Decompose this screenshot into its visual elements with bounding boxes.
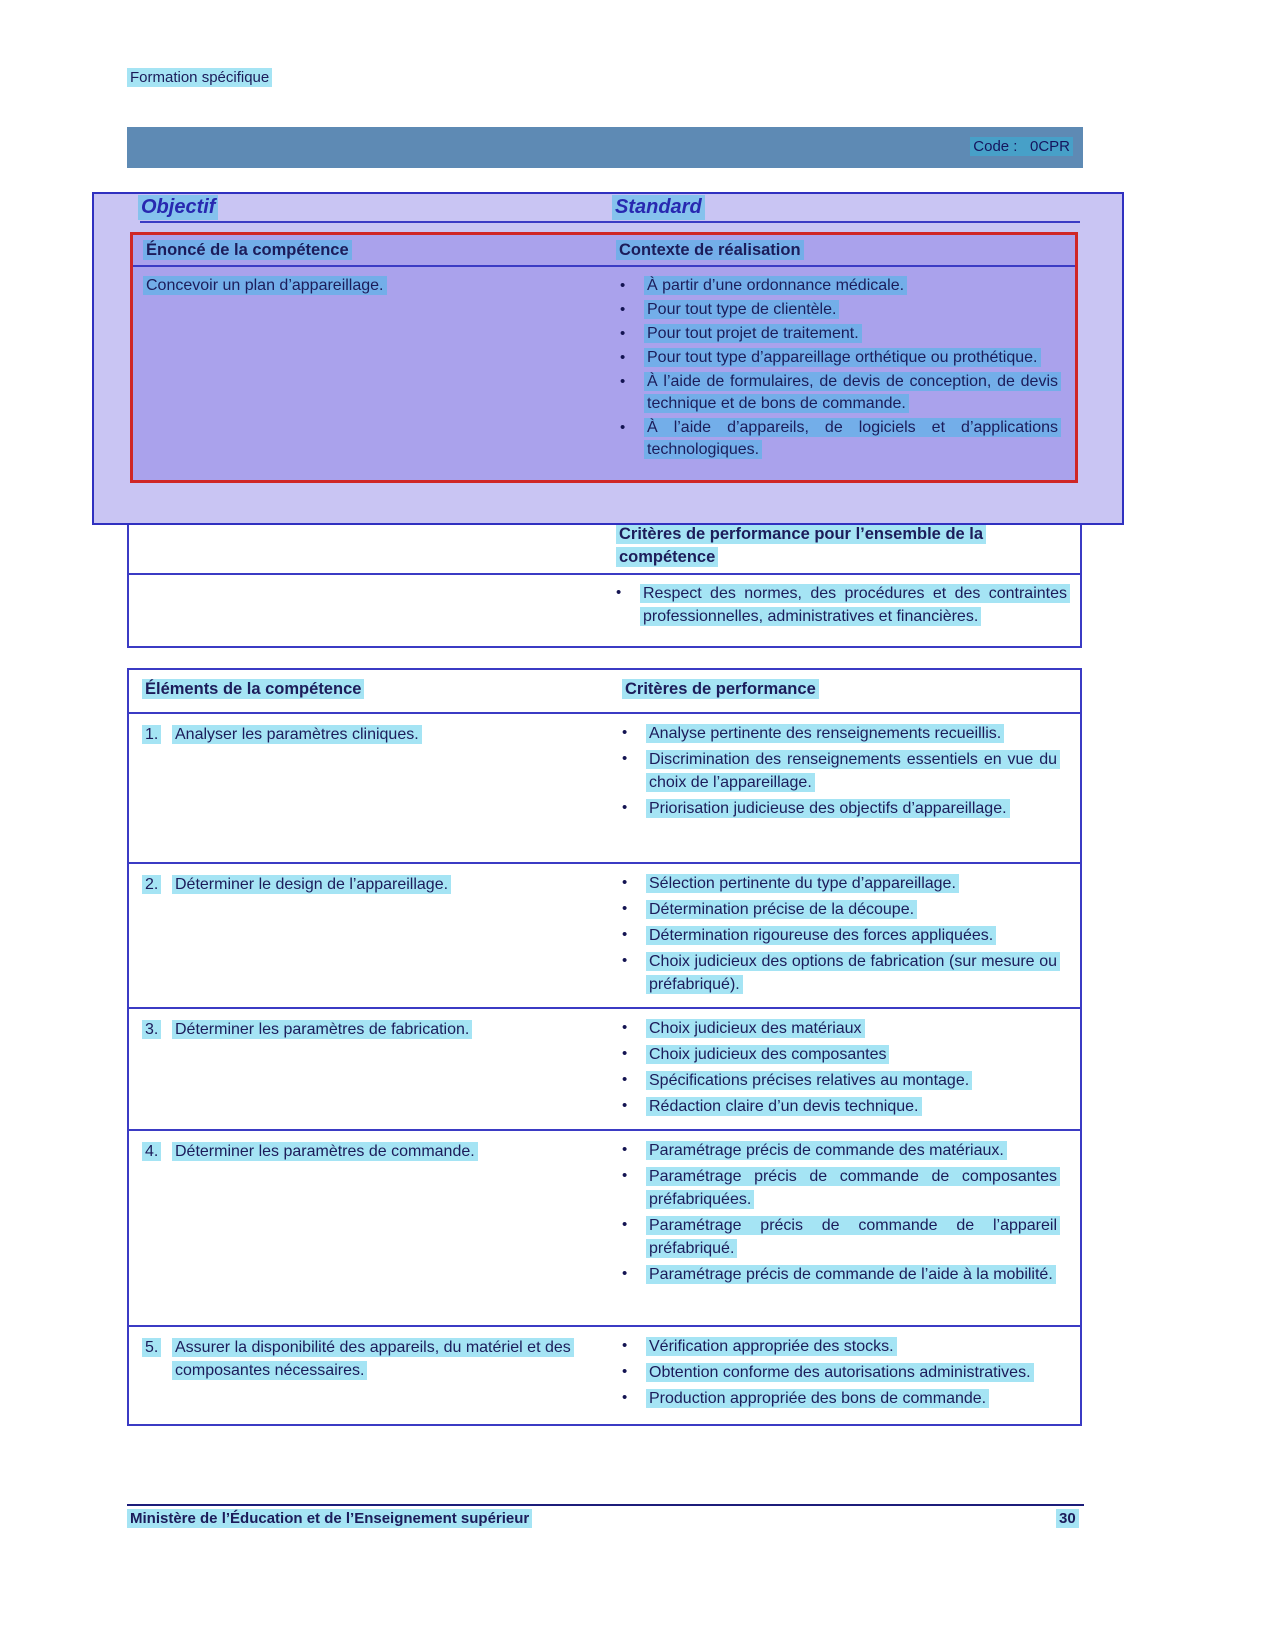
bullet-dot-icon [622, 1335, 646, 1358]
element-label: Déterminer le design de l’appareillage. [172, 875, 451, 894]
criteria-bullet-text: Paramétrage précis de commande de l’appareil préfabriqué. [646, 1216, 1060, 1258]
criteria-bullet-item [622, 1335, 1060, 1358]
criteria-bullet-item [622, 872, 1060, 895]
competence-statement-cell [133, 267, 616, 469]
footer-page-number: 30 [1056, 1509, 1079, 1528]
element-label: Déterminer les paramètres de fabrication. [172, 1020, 472, 1039]
element-number: 4. [142, 1142, 161, 1161]
criteria-bullet-item [622, 1387, 1060, 1410]
element-label: Analyser les paramètres cliniques. [172, 725, 422, 744]
element-number: 2. [142, 875, 161, 894]
criteria-bullet-text: Sélection pertinente du type d’appareillage. [646, 874, 959, 893]
overall-criteria-header-cell [616, 523, 1068, 569]
context-bullet-text: Pour tout type d’appareillage orthétique ou prothétique. [644, 348, 1041, 367]
table-row [129, 712, 1080, 862]
competence-table [130, 232, 1078, 483]
footer-ministry: Ministère de l’Éducation et de l’Enseignement supérieur [127, 1509, 532, 1528]
objectif-heading: Objectif [138, 195, 218, 220]
overall-criteria-bullet-list [616, 582, 1070, 630]
criteria-bullet-item [622, 1095, 1060, 1118]
criteria-bullet-item [622, 924, 1060, 947]
context-bullet-text: À partir d’une ordonnance médicale. [644, 276, 907, 295]
bullet-dot-icon [622, 1165, 646, 1211]
elements-header: Éléments de la compétence [142, 679, 364, 699]
criteria-bullet-item [622, 797, 1060, 820]
section-label: Formation spécifique [127, 68, 272, 87]
element-cell [129, 714, 616, 862]
context-bullet-item [620, 417, 1061, 461]
criteria-bullet-text: Paramétrage précis de commande de composantes préfabriquées. [646, 1167, 1060, 1209]
element-label: Assurer la disponibilité des appareils, du matériel et des composantes nécessaires. [172, 1338, 574, 1380]
criteria-bullet-text: Choix judicieux des matériaux [646, 1019, 865, 1038]
criteria-bullet-text: Obtention conforme des autorisations administratives. [646, 1363, 1034, 1382]
bullet-dot-icon [620, 275, 644, 297]
criteria-bullet-text: Analyse pertinente des renseignements recueillis. [646, 724, 1004, 743]
element-cell [129, 1009, 616, 1129]
bullet-dot-icon [622, 1069, 646, 1092]
bullet-dot-icon [622, 1387, 646, 1410]
context-bullet-item [620, 275, 1061, 297]
bullet-dot-icon [622, 722, 646, 745]
criteria-bullet-text: Priorisation judicieuse des objectifs d’appareillage. [646, 799, 1010, 818]
element-cell [129, 864, 616, 1007]
bullet-dot-icon [622, 950, 646, 996]
competence-table-body [133, 267, 1075, 469]
competence-table-header [133, 235, 1075, 267]
overall-criteria-divider [129, 573, 1080, 575]
criteria-bullet-text: Vérification appropriée des stocks. [646, 1337, 897, 1356]
context-bullet-item [620, 323, 1061, 345]
bullet-dot-icon [616, 582, 640, 628]
context-bullet-text: À l’aide de formulaires, de devis de conception, de devis technique et de bons de commande. [644, 372, 1061, 413]
criteria-cell [616, 864, 1080, 1007]
bullet-dot-icon [622, 1017, 646, 1040]
bullet-dot-icon [620, 347, 644, 369]
code-label: Code : 0CPR [970, 137, 1073, 156]
bullet-dot-icon [620, 299, 644, 321]
context-bullet-text: À l’aide d’appareils, de logiciels et d’applications technologiques. [644, 418, 1061, 459]
competence-statement: Concevoir un plan d’appareillage. [143, 276, 387, 295]
contexte-header: Contexte de réalisation [616, 240, 804, 260]
criteria-bullet-text: Choix judicieux des options de fabrication (sur mesure ou préfabriqué). [646, 952, 1060, 994]
element-number: 1. [142, 725, 161, 744]
bullet-dot-icon [620, 417, 644, 461]
overall-criteria-header: Critères de performance pour l’ensemble de la compétence [616, 524, 986, 567]
criteria-bullet-text: Production appropriée des bons de commande. [646, 1389, 989, 1408]
overall-criteria-bullet-item [616, 582, 1070, 628]
criteria-bullet-item [622, 1017, 1060, 1040]
bullet-dot-icon [622, 872, 646, 895]
element-cell [129, 1327, 616, 1424]
bullet-dot-icon [622, 1043, 646, 1066]
bullet-dot-icon [622, 1263, 646, 1286]
elements-table [127, 668, 1082, 1426]
element-number: 5. [142, 1338, 161, 1357]
bullet-dot-icon [622, 1214, 646, 1260]
footer-divider [127, 1504, 1084, 1506]
title-banner [127, 127, 1083, 168]
objective-standard-box [92, 192, 1124, 525]
performance-header: Critères de performance [622, 679, 819, 699]
criteria-bullet-item [622, 950, 1060, 996]
criteria-cell [616, 1009, 1080, 1129]
table-row [129, 1325, 1080, 1424]
standard-heading: Standard [612, 195, 705, 220]
bullet-dot-icon [622, 1095, 646, 1118]
criteria-bullet-text: Spécifications précises relatives au montage. [646, 1071, 972, 1090]
element-number: 3. [142, 1020, 161, 1039]
element-cell [129, 1131, 616, 1325]
context-bullet-item [620, 371, 1061, 415]
criteria-bullet-item [622, 722, 1060, 745]
elements-table-header [129, 670, 1080, 712]
criteria-cell [616, 1327, 1080, 1424]
context-bullet-text: Pour tout projet de traitement. [644, 324, 862, 343]
criteria-bullet-text: Paramétrage précis de commande des matériaux. [646, 1141, 1007, 1160]
criteria-bullet-item [622, 1069, 1060, 1092]
overall-criteria-bullet-text: Respect des normes, des procédures et des contraintes professionnelles, administratives et financières. [640, 584, 1070, 626]
criteria-bullet-text: Paramétrage précis de commande de l’aide à la mobilité. [646, 1265, 1056, 1284]
context-bullet-item [620, 347, 1061, 369]
criteria-bullet-item [622, 898, 1060, 921]
table-row [129, 1129, 1080, 1325]
bullet-dot-icon [620, 371, 644, 415]
criteria-bullet-text: Choix judicieux des composantes [646, 1045, 889, 1064]
heading-underline [140, 221, 1080, 223]
criteria-bullet-item [622, 1361, 1060, 1384]
criteria-bullet-text: Rédaction claire d’un devis technique. [646, 1097, 922, 1116]
bullet-dot-icon [622, 797, 646, 820]
criteria-bullet-text: Détermination rigoureuse des forces appliquées. [646, 926, 996, 945]
criteria-bullet-item [622, 1043, 1060, 1066]
criteria-bullet-item [622, 1214, 1060, 1260]
criteria-bullet-item [622, 748, 1060, 794]
criteria-cell [616, 714, 1080, 862]
bullet-dot-icon [622, 924, 646, 947]
table-row [129, 862, 1080, 1007]
context-bullet-list [616, 267, 1075, 469]
element-label: Déterminer les paramètres de commande. [172, 1142, 478, 1161]
criteria-bullet-item [622, 1165, 1060, 1211]
criteria-cell [616, 1131, 1080, 1325]
bullet-dot-icon [620, 323, 644, 345]
criteria-bullet-item [622, 1139, 1060, 1162]
bullet-dot-icon [622, 1139, 646, 1162]
bullet-dot-icon [622, 898, 646, 921]
enonce-header: Énoncé de la compétence [143, 240, 352, 260]
bullet-dot-icon [622, 1361, 646, 1384]
context-bullet-item [620, 299, 1061, 321]
table-row [129, 1007, 1080, 1129]
criteria-bullet-item [622, 1263, 1060, 1286]
criteria-bullet-text: Détermination précise de la découpe. [646, 900, 917, 919]
context-bullet-text: Pour tout type de clientèle. [644, 300, 839, 319]
bullet-dot-icon [622, 748, 646, 794]
overall-criteria-table [127, 509, 1082, 648]
criteria-bullet-text: Discrimination des renseignements essentiels en vue du choix de l’appareillage. [646, 750, 1060, 792]
